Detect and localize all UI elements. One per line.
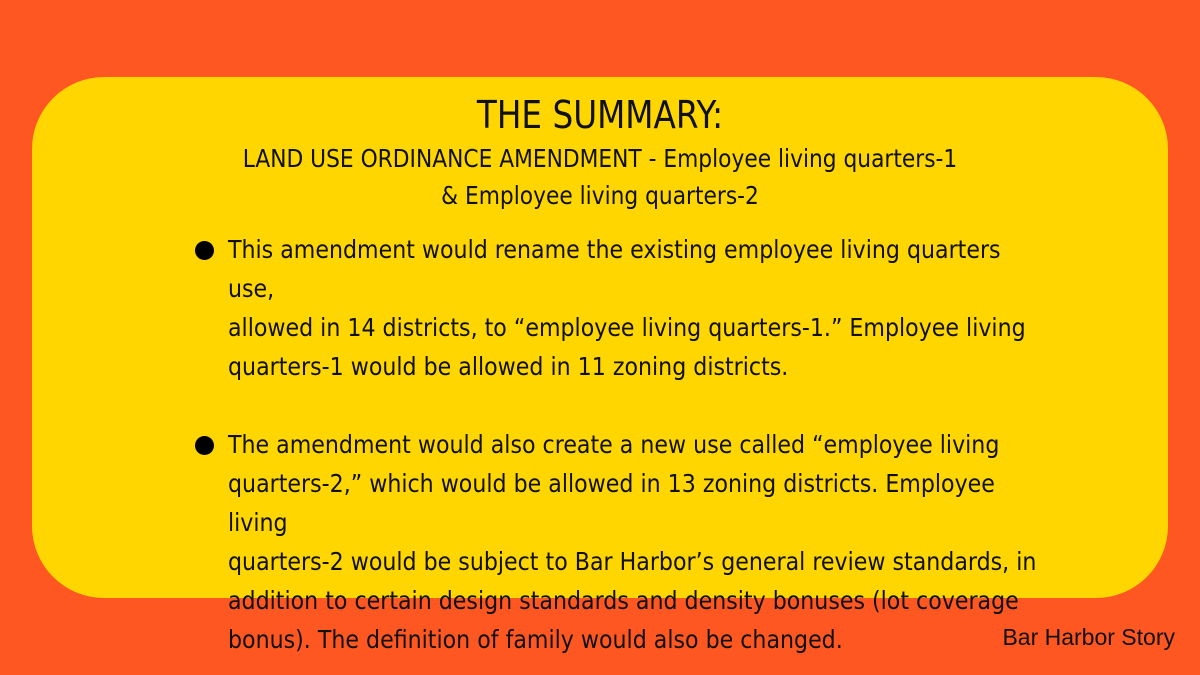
summary-bullet-list — [195, 230, 1075, 659]
bullet-line: quarters-2 would be subject to Bar Harbor’s general review standards, in — [228, 547, 1037, 576]
subtitle-line-2: & Employee living quarters-2 — [441, 181, 759, 210]
bullet-dot-icon — [195, 241, 214, 260]
bullet-line: quarters-2,” which would be allowed in 13 zoning districts. Employee living — [228, 469, 995, 537]
bullet-line: The amendment would also create a new use called “employee living — [228, 430, 1000, 459]
bullet-line: allowed in 14 districts, to “employee living quarters-1.” Employee living — [228, 313, 1026, 342]
bullet-item-1 — [195, 230, 1075, 386]
bullet-line: bonus). The definition of family would also be changed. — [228, 625, 843, 654]
bullet-line: quarters-1 would be allowed in 11 zoning districts. — [228, 352, 789, 381]
bullet-text — [228, 230, 1051, 386]
summary-subtitle — [0, 140, 1200, 214]
bullet-line: This amendment would rename the existing employee living quarters use, — [228, 235, 1001, 303]
bullet-text — [228, 425, 1051, 659]
subtitle-line-1: LAND USE ORDINANCE AMENDMENT - Employee living quarters-1 — [242, 144, 958, 173]
footer-credit: Bar Harbor Story — [1002, 624, 1175, 650]
bullet-dot-icon — [195, 436, 214, 455]
summary-title: THE SUMMARY: — [476, 93, 724, 137]
bullet-line: addition to certain design standards and density bonuses (lot coverage — [228, 586, 1019, 615]
bullet-item-2 — [195, 425, 1075, 659]
